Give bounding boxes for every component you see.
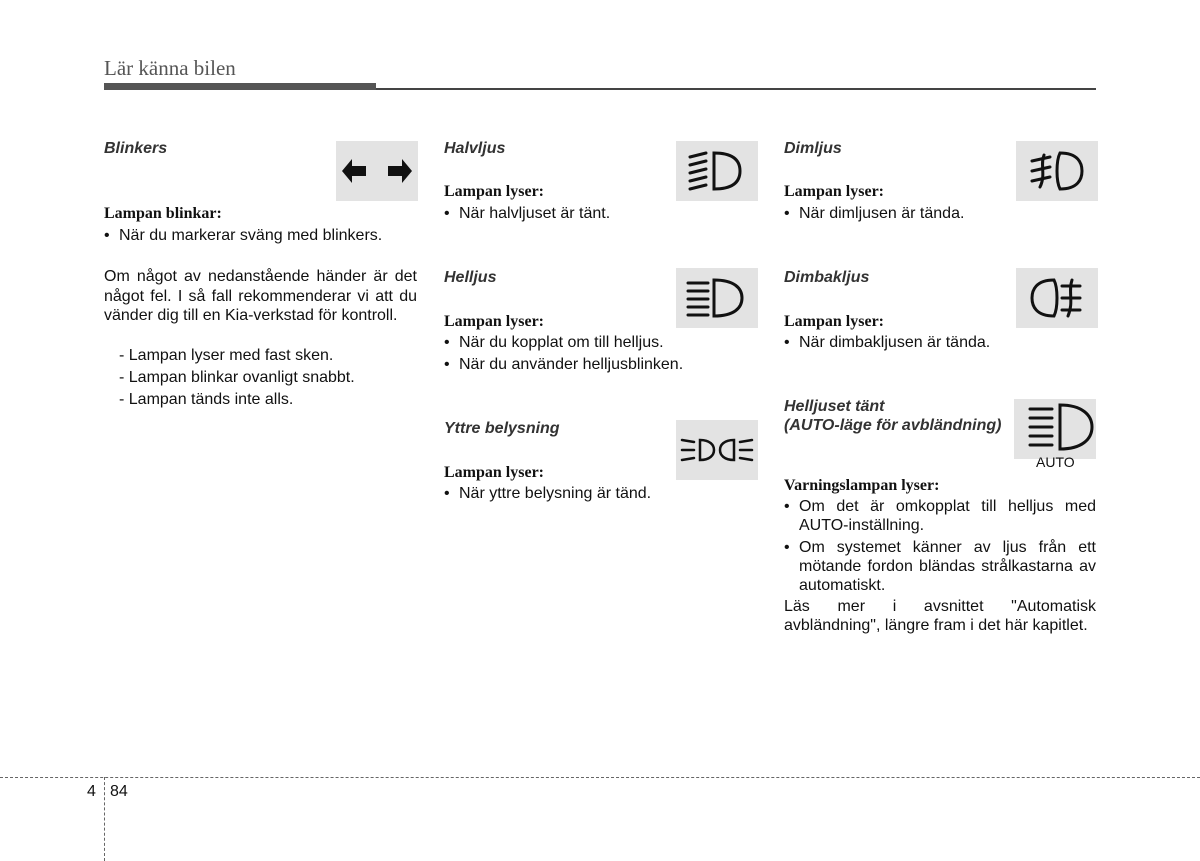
yttre-belysning-title: Yttre belysning xyxy=(444,420,560,437)
auto-high-beam-icon xyxy=(1014,399,1096,470)
dimljus-title: Dimljus xyxy=(784,140,842,157)
header-rule-accent xyxy=(104,83,376,90)
dimljus-bullet: • När dimljusen är tända. xyxy=(784,204,964,223)
low-beam-icon xyxy=(676,141,758,201)
blinkers-dash-item: - Lampan lyser med fast sken. xyxy=(119,347,334,364)
dimbakljus-label: Lampan lyser: xyxy=(784,313,884,330)
yttre-belysning-bullet: • När yttre belysning är tänd. xyxy=(444,484,651,503)
helljus-label: Lampan lyser: xyxy=(444,313,544,330)
yttre-belysning-label: Lampan lyser: xyxy=(444,464,544,481)
dimbakljus-bullet: • När dimbakljusen är tända. xyxy=(784,333,990,352)
halvljus-bullet: • När halvljuset är tänt. xyxy=(444,204,610,223)
rear-fog-light-icon xyxy=(1016,268,1098,328)
blinkers-dash-item: - Lampan blinkar ovanligt snabbt. xyxy=(119,369,355,386)
front-fog-light-icon xyxy=(1016,141,1098,201)
chapter-number: 4 xyxy=(87,783,96,800)
auto-helljus-bullet: Om systemet känner av ljus från ett mötande fordon bländas strålkastarna av automatiskt. xyxy=(799,539,1096,594)
auto-helljus-subtitle: (AUTO-läge för avbländning) xyxy=(784,417,1002,434)
page-number: 84 xyxy=(110,783,128,800)
footer-divider xyxy=(104,777,105,861)
auto-helljus-paragraph: Läs mer i avsnittet "Automatisk avbländning", längre fram i det här kapitlet. xyxy=(784,598,1096,634)
footer-rule xyxy=(0,777,1200,778)
position-lights-icon xyxy=(676,420,758,480)
high-beam-icon xyxy=(676,268,758,328)
helljus-bullet: • När du kopplat om till helljus. xyxy=(444,333,664,352)
blinkers-bullet: • När du markerar sväng med blinkers. xyxy=(104,226,382,245)
blinkers-dash-item: - Lampan tänds inte alls. xyxy=(119,391,294,408)
auto-helljus-bullet: Om det är omkopplat till helljus med AUTO-inställning. xyxy=(799,498,1096,534)
page-header-title: Lär känna bilen xyxy=(104,56,236,80)
dimljus-label: Lampan lyser: xyxy=(784,183,884,200)
blinkers-title: Blinkers xyxy=(104,140,168,157)
helljus-bullet: • När du använder helljusblinken. xyxy=(444,355,683,374)
blinkers-label: Lampan blinkar: xyxy=(104,205,222,222)
blinkers-paragraph: Om något av nedanstående händer är det något fel. I så fall rekommenderar vi att du vänder dig till en Kia-verkstad för kontroll. xyxy=(104,268,417,324)
auto-icon-label: AUTO xyxy=(1036,454,1075,470)
halvljus-title: Halvljus xyxy=(444,140,506,157)
auto-helljus-bullet-item: • Om det är omkopplat till helljus med AUTO-inställning. xyxy=(784,498,1096,534)
turn-signal-arrows-icon xyxy=(336,141,418,201)
auto-helljus-label: Varningslampan lyser: xyxy=(784,477,940,494)
auto-helljus-bullet-item: • Om systemet känner av ljus från ett mötande fordon bländas strålkastarna av automatiskt. xyxy=(784,539,1096,594)
dimbakljus-title: Dimbakljus xyxy=(784,269,870,286)
auto-helljus-title: Helljuset tänt xyxy=(784,398,885,415)
halvljus-label: Lampan lyser: xyxy=(444,183,544,200)
helljus-title: Helljus xyxy=(444,269,497,286)
